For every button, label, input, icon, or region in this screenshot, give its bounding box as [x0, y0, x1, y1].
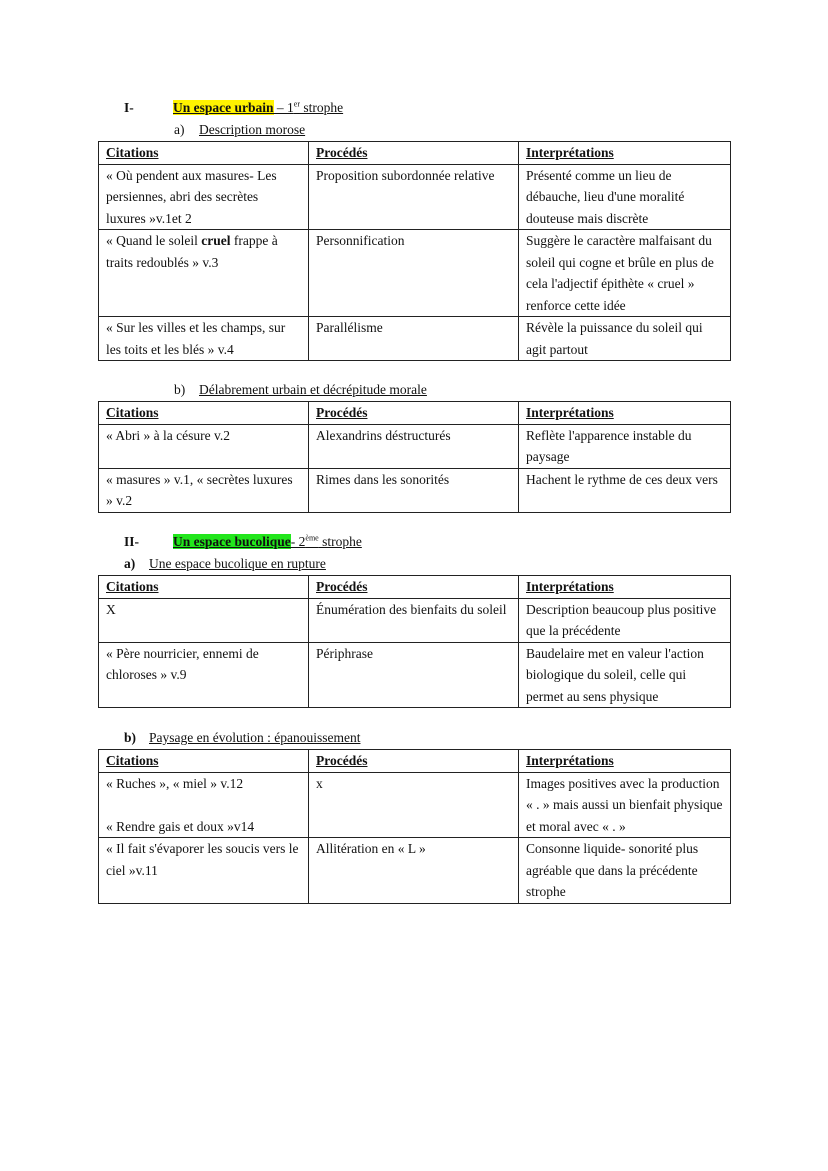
citation-cell: « Il fait s'évaporer les soucis vers le ciel »v.11	[99, 838, 309, 904]
header-interpretations: Interprétations	[519, 750, 731, 773]
interpretation-cell: Baudelaire met en valeur l'action biologique du soleil, celle qui permet au sens physique	[519, 642, 731, 708]
section-1-title-strophe: strophe	[299, 100, 344, 115]
section-2-number: II-	[124, 534, 140, 549]
section-2-title-highlight: Un espace bucolique	[173, 534, 291, 549]
subsection-1b-title: Délabrement urbain et décrépitude morale	[199, 382, 427, 397]
citation-line: « Rendre gais et doux »v14	[106, 818, 255, 834]
procede-cell: Parallélisme	[309, 317, 519, 361]
subsection-1b-heading	[174, 379, 494, 401]
section-1-title-sup: er	[293, 99, 300, 109]
citation-cell: « Sur les villes et les champs, sur les toits et les blés » v.4	[99, 317, 309, 361]
section-1-title	[173, 97, 343, 119]
table-header-row	[99, 576, 731, 599]
table-row	[99, 598, 731, 642]
section-1-title-dash: – 1	[273, 100, 294, 115]
procede-cell: Allitération en « L »	[309, 838, 519, 904]
citation-cell	[99, 772, 309, 838]
procede-cell: Rimes dans les sonorités	[309, 468, 519, 512]
procede-cell: x	[309, 772, 519, 838]
header-procedes: Procédés	[309, 750, 519, 773]
interpretation-cell: Reflète l'apparence instable du paysage	[519, 424, 731, 468]
table-header-row	[99, 750, 731, 773]
header-interpretations: Interprétations	[519, 402, 731, 425]
subsection-2b-title: Paysage en évolution : épanouissement	[149, 730, 361, 745]
section-1-number: I-	[124, 100, 134, 115]
table-row	[99, 424, 731, 468]
header-citations: Citations	[99, 750, 309, 773]
table-row	[99, 642, 731, 708]
section-2-heading	[124, 531, 424, 553]
bold-word-cruel: cruel	[201, 233, 231, 248]
table-2b	[98, 749, 731, 904]
procede-cell: Alexandrins déstructurés	[309, 424, 519, 468]
subsection-2a-letter: a)	[124, 556, 136, 571]
interpretation-cell: Révèle la puissance du soleil qui agit partout	[519, 317, 731, 361]
table-header-row	[99, 402, 731, 425]
header-citations: Citations	[99, 402, 309, 425]
interpretation-cell: Consonne liquide- sonorité plus agréable que dans la précédente strophe	[519, 838, 731, 904]
table-row	[99, 838, 731, 904]
citation-cell: « Quand le soleil cruel frappe à traits redoublés » v.3	[99, 230, 309, 317]
header-procedes: Procédés	[309, 576, 519, 599]
procede-cell: Énumération des bienfaits du soleil	[309, 598, 519, 642]
table-row	[99, 772, 731, 838]
table-row	[99, 317, 731, 361]
citation-cell: « Père nourricier, ennemi de chloroses » v.9	[99, 642, 309, 708]
section-2-title	[173, 531, 362, 553]
table-row	[99, 468, 731, 512]
interpretation-cell: Présenté comme un lieu de débauche, lieu d'une moralité douteuse mais discrète	[519, 164, 731, 230]
subsection-2b-letter: b)	[124, 730, 137, 745]
header-citations: Citations	[99, 142, 309, 165]
header-procedes: Procédés	[309, 402, 519, 425]
section-1-title-highlight: Un espace urbain	[173, 100, 274, 115]
table-2a	[98, 575, 731, 708]
header-interpretations: Interprétations	[519, 576, 731, 599]
subsection-1a-heading	[174, 119, 474, 141]
section-2-title-strophe: strophe	[318, 534, 362, 549]
citation-cell: « Où pendent aux masures- Les persiennes, abri des secrètes luxures »v.1et 2	[99, 164, 309, 230]
section-2-title-dash: - 2	[290, 534, 306, 549]
citation-cell: « masures » v.1, « secrètes luxures » v.2	[99, 468, 309, 512]
subsection-2a-heading	[124, 553, 444, 575]
procede-cell: Proposition subordonnée relative	[309, 164, 519, 230]
section-2-title-sup: ème	[305, 533, 319, 543]
table-row	[99, 164, 731, 230]
subsection-2b-heading	[124, 727, 444, 749]
interpretation-cell: Images positives avec la production « . » mais aussi un bienfait physique et moral avec « . »	[519, 772, 731, 838]
table-header-row	[99, 142, 731, 165]
interpretation-cell: Hachent le rythme de ces deux vers	[519, 468, 731, 512]
table-row	[99, 230, 731, 317]
subsection-2a-title: Une espace bucolique en rupture	[149, 556, 326, 571]
table-1b	[98, 401, 731, 513]
subsection-1a-letter: a)	[174, 122, 185, 137]
procede-cell: Périphrase	[309, 642, 519, 708]
interpretation-cell: Suggère le caractère malfaisant du soleil qui cogne et brûle en plus de cela l'adjectif épithète « cruel » renforce cette idée	[519, 230, 731, 317]
procede-cell: Personnification	[309, 230, 519, 317]
subsection-1b-letter: b)	[174, 382, 186, 397]
header-procedes: Procédés	[309, 142, 519, 165]
header-interpretations: Interprétations	[519, 142, 731, 165]
header-citations: Citations	[99, 576, 309, 599]
citation-line: « Ruches », « miel » v.12	[106, 775, 244, 791]
citation-cell: « Abri » à la césure v.2	[99, 424, 309, 468]
section-1-heading	[124, 97, 424, 119]
interpretation-cell: Description beaucoup plus positive que la précédente	[519, 598, 731, 642]
subsection-1a-title: Description morose	[199, 122, 306, 137]
table-1a	[98, 141, 731, 361]
citation-cell: X	[99, 598, 309, 642]
